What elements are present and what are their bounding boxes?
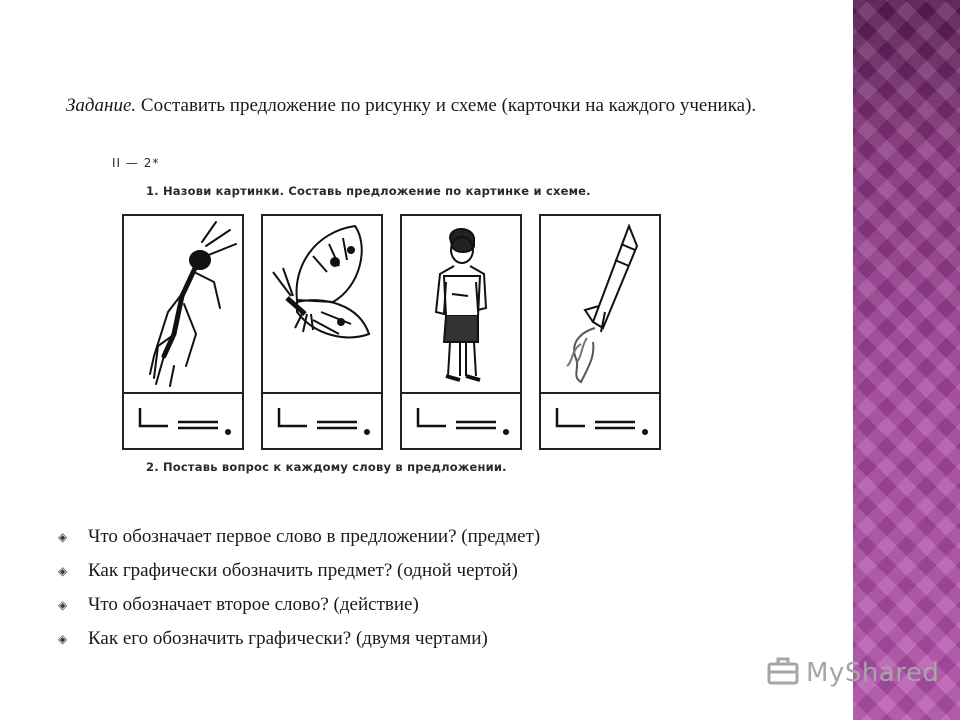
- card-rocket: [539, 214, 661, 450]
- diamond-bullet-icon: ◈: [58, 632, 68, 646]
- task-paragraph: [66, 94, 826, 118]
- briefcase-icon: [766, 656, 800, 691]
- list-item: [58, 594, 818, 628]
- card-boy: [400, 214, 522, 450]
- worksheet-instruction-2: 2. Поставь вопрос к каждому слову в предложении.: [146, 460, 507, 474]
- task-text: Составить предложение по рисунку и схеме (карточки на каждого ученика).: [136, 95, 757, 116]
- grasshopper-picture: [124, 216, 242, 392]
- diamond-bullet-icon: ◈: [58, 564, 68, 578]
- list-item-text: Что обозначает первое слово в предложении? (предмет): [88, 526, 541, 547]
- watermark-text: MyShared: [806, 658, 940, 688]
- worksheet-instruction-1: 1. Назови картинки. Составь предложение по картинке и схеме.: [146, 184, 591, 198]
- card-grasshopper: [122, 214, 244, 450]
- list-item-text: Что обозначает второе слово? (действие): [88, 594, 419, 615]
- task-label: Задание.: [66, 95, 137, 116]
- card-butterfly: [261, 214, 383, 450]
- butterfly-picture: [263, 216, 381, 392]
- worksheet-number: II — 2*: [112, 156, 160, 170]
- watermark: [766, 656, 939, 690]
- scheme-one-two-lines: [402, 392, 520, 450]
- list-item-text: Как его обозначить графически? (двумя чертами): [88, 628, 488, 649]
- scheme-one-two-lines: [263, 392, 381, 450]
- list-item-text: Как графически обозначить предмет? (одной чертой): [88, 560, 518, 581]
- question-list: [58, 526, 818, 662]
- list-item: [58, 560, 818, 594]
- diamond-bullet-icon: ◈: [58, 530, 68, 544]
- decorative-side-band: [853, 0, 960, 720]
- scheme-one-two-lines: [124, 392, 242, 450]
- list-item: [58, 628, 818, 662]
- list-item: [58, 526, 818, 560]
- diamond-bullet-icon: ◈: [58, 598, 68, 612]
- rocket-picture: [541, 216, 659, 392]
- boy-picture: [402, 216, 520, 392]
- scheme-one-two-lines: [541, 392, 659, 450]
- worksheet-scan: [60, 148, 680, 486]
